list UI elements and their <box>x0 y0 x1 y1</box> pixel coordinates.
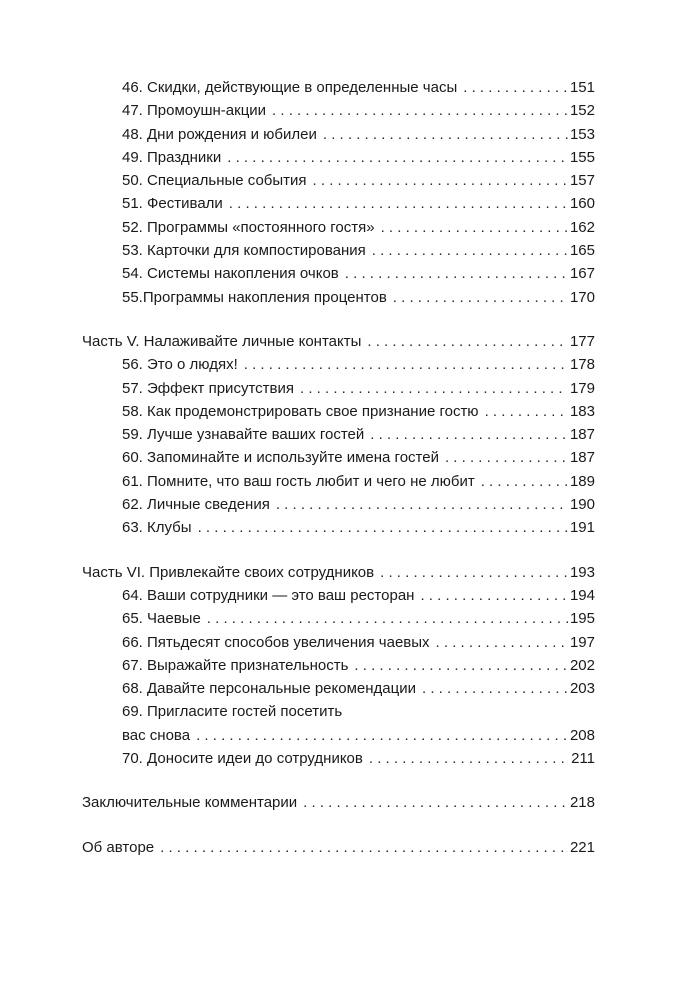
dot-leader <box>201 607 568 630</box>
toc-entry-page: 194 <box>569 586 595 604</box>
toc-entry-title: 55.Программы накопления процентов <box>122 288 387 306</box>
toc-entry-title: 59. Лучше узнавайте ваших гостей <box>122 426 365 444</box>
toc-entry-page: 177 <box>569 332 595 350</box>
toc-entry <box>122 76 595 99</box>
dot-leader <box>192 516 568 539</box>
toc-entry <box>122 377 595 400</box>
toc-entry <box>122 286 595 309</box>
toc-entry-title: 69. Пригласите гостей посетить <box>122 703 343 721</box>
toc-entry-page: 195 <box>569 610 595 628</box>
dot-leader <box>375 216 568 239</box>
toc-entry-title: Часть VI. Привлекайте своих сотрудников <box>82 563 375 581</box>
toc-entry <box>122 493 595 516</box>
toc-entry-page: 221 <box>569 838 595 856</box>
dot-leader <box>270 493 568 516</box>
toc-entry-page: 218 <box>569 794 595 812</box>
toc-entry-page: 162 <box>569 218 595 236</box>
toc-entry-title: 47. Промоушн-акции <box>122 102 267 120</box>
toc-entry-page: 167 <box>569 265 595 283</box>
toc-entry-page: 197 <box>569 633 595 651</box>
toc-part-heading <box>82 791 595 814</box>
toc-entry <box>122 654 595 677</box>
dot-leader <box>266 99 568 122</box>
toc-entry-title: 60. Запоминайте и используйте имена гостей <box>122 449 439 467</box>
dot-leader <box>457 76 568 99</box>
toc-entry-page: 190 <box>569 496 595 514</box>
toc-entry-page: 179 <box>569 379 595 397</box>
toc-entry <box>122 677 595 700</box>
toc-entry <box>122 239 595 262</box>
toc-entry-title: 49. Праздники <box>122 148 222 166</box>
toc-part-heading <box>82 836 595 859</box>
toc-entry <box>122 262 595 285</box>
dot-leader <box>387 286 568 309</box>
dot-leader <box>414 584 568 607</box>
dot-leader <box>348 654 568 677</box>
dot-leader <box>364 423 568 446</box>
toc-entry-title: 54. Системы накопления очков <box>122 265 339 283</box>
dot-leader <box>297 791 568 814</box>
toc-entry-page: 183 <box>569 402 595 420</box>
toc-entry <box>122 631 595 654</box>
toc-entry-title: 61. Помните, что ваш гость любит и чего не любит <box>122 472 475 490</box>
toc-entry-page: 160 <box>569 195 595 213</box>
toc-entry-page: 211 <box>571 750 595 768</box>
toc-entry-page: 208 <box>569 726 595 744</box>
dot-leader <box>190 724 568 747</box>
dot-leader <box>374 561 568 584</box>
dot-leader <box>439 446 568 469</box>
toc-entry-page: 155 <box>569 148 595 166</box>
dot-leader <box>479 400 568 423</box>
dot-leader <box>430 631 568 654</box>
toc-entry <box>122 216 595 239</box>
toc-entry-title: Часть V. Налаживайте личные контакты <box>82 332 362 350</box>
toc-entry-title: 64. Ваши сотрудники — это ваш ресторан <box>122 586 415 604</box>
dot-leader <box>416 677 568 700</box>
toc-entry <box>122 400 595 423</box>
toc-entry <box>122 724 595 747</box>
toc-entry-title: 46. Скидки, действующие в определенные часы <box>122 79 458 96</box>
dot-leader <box>221 146 568 169</box>
table-of-contents <box>0 76 682 859</box>
dot-leader <box>294 377 568 400</box>
toc-entry-title: 67. Выражайте признательность <box>122 656 349 674</box>
toc-entry-title-continuation: вас снова <box>122 726 191 744</box>
toc-entry-title: 50. Специальные события <box>122 172 307 190</box>
dot-leader <box>361 330 568 353</box>
toc-entry-page: 153 <box>569 125 595 143</box>
dot-leader <box>363 747 569 770</box>
toc-entry <box>122 470 595 493</box>
toc-entry-title: 62. Личные сведения <box>122 496 270 514</box>
toc-entry <box>122 516 595 539</box>
dot-leader <box>238 353 568 376</box>
toc-entry-title: 51. Фестивали <box>122 195 223 213</box>
toc-entry-title: 52. Программы «постоянного гостя» <box>122 218 375 236</box>
toc-entry-page: 203 <box>569 680 595 698</box>
toc-entry-page: 187 <box>569 426 595 444</box>
toc-entry-page: 191 <box>569 519 595 537</box>
toc-entry-title: 63. Клубы <box>122 519 192 537</box>
toc-entry-page: 189 <box>569 472 595 490</box>
dot-leader <box>366 239 568 262</box>
toc-part-heading <box>82 330 595 353</box>
toc-entry <box>122 584 595 607</box>
dot-leader <box>475 470 568 493</box>
toc-entry-title: 57. Эффект присутствия <box>122 379 294 397</box>
toc-entry-page: 187 <box>569 449 595 467</box>
toc-entry-page: 152 <box>569 102 595 120</box>
toc-entry-title: 56. Это о людях! <box>122 356 238 374</box>
toc-entry-page: 178 <box>569 356 595 374</box>
toc-entry <box>122 169 595 192</box>
toc-entry-title: Заключительные комментарии <box>82 794 298 812</box>
toc-entry-title: 48. Дни рождения и юбилеи <box>122 125 317 143</box>
toc-entry <box>122 446 595 469</box>
toc-entry <box>122 607 595 630</box>
toc-entry <box>122 423 595 446</box>
toc-entry <box>122 353 595 376</box>
toc-entry-title: 53. Карточки для компостирования <box>122 242 366 260</box>
toc-entry <box>122 192 595 215</box>
dot-leader <box>307 169 568 192</box>
toc-entry-page: 202 <box>569 656 595 674</box>
toc-entry-page: 157 <box>569 172 595 190</box>
toc-entry <box>122 747 595 770</box>
dot-leader <box>339 262 568 285</box>
dot-leader <box>154 836 568 859</box>
toc-entry-title: 66. Пятьдесят способов увеличения чаевых <box>122 633 430 651</box>
toc-entry <box>122 99 595 122</box>
toc-entry <box>122 123 595 146</box>
dot-leader <box>223 192 568 215</box>
toc-entry-page: 151 <box>569 79 595 96</box>
toc-entry-page: 193 <box>569 563 595 581</box>
toc-entry-page: 170 <box>569 288 595 306</box>
toc-entry-title: 68. Давайте персональные рекомендации <box>122 680 416 698</box>
toc-part-heading <box>82 561 595 584</box>
toc-entry-page: 165 <box>569 242 595 260</box>
toc-entry-title: 58. Как продемонстрировать свое признание гостю <box>122 402 479 420</box>
toc-entry <box>122 146 595 169</box>
toc-entry-title: Об авторе <box>82 838 155 856</box>
dot-leader <box>317 123 568 146</box>
toc-entry-title: 65. Чаевые <box>122 610 201 628</box>
toc-entry-title: 70. Доносите идеи до сотрудников <box>122 750 363 768</box>
